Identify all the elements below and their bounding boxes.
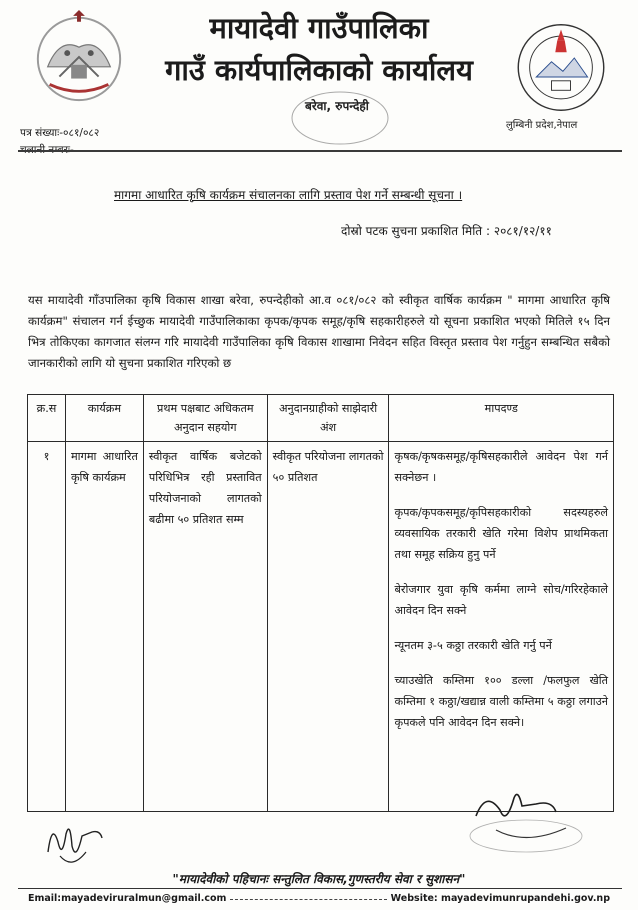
table-header: कार्यक्रम	[65, 395, 143, 442]
grant-cell: स्वीकृत वार्षिक बजेटको परिधिभित्र रही प्रस्तावित परियोजनाको लागतको बढीमा ५० प्रतिशत सम्म	[143, 442, 267, 812]
office-stamp-icon	[270, 86, 420, 146]
criteria-table	[27, 394, 614, 812]
letter-number: पत्र संख्याः-०८१/०८२	[20, 127, 100, 139]
table-header: क्र.स	[28, 395, 66, 442]
criteria-item: च्याउखेति कम्तिमा १०० डल्ला /फलफुल खेति कम्तिमा १ कठ्ठा/खद्यान्न वाली कम्तिमा ५ कठ्ठा लगाउने कृपकले पनि आवेदन दिन सक्ने।	[394, 674, 608, 729]
signature-left	[42, 812, 112, 872]
footer	[28, 893, 610, 904]
office-address: बरेवा, रुपन्देही	[305, 99, 369, 113]
office-title-line1: मायादेवी गाउँपालिका	[209, 11, 429, 45]
serial-cell: १	[28, 442, 66, 812]
signature-right	[456, 786, 596, 858]
criteria-item: कृपक/कृपकसमूह/कृपिसहकारीको सदस्यहरुले व्यवसायिक तरकारी खेति गरेमा विशेप प्राथमिकता तथा समूह सक्रिय हुनु पर्ने	[394, 506, 608, 561]
notice-body: यस मायादेवी गाँउपालिका कृषि विकास शाखा बरेवा, रुपन्देहीको आ.व ०८१/०८२ को स्वीकृत वार्षिक कार्यक्रम " मागमा आधारित कृषि कार्यक्रम" संचालन गर्न ईच्छुक मायादेवी गाउँपालिकाका कृपक/कृपक समूह/कृषि सहकारीहरुले यो सूचना प्रकाशित भएको मितिले १५ दिन भित्र तोकिएका कागजात संलग्न गरि मायादेवी गाउँपालिका कृषि विकास शाखामा निवेदन सहित विस्तृत प्रस्ताव पेश गर्नुहुन सम्बन्धित सबैको जानकारीको लागि यो सुचना प्रकाशित गरिएको छ	[28, 293, 610, 370]
footer-email[interactable]: Email:mayadeviruralmun@gmail.com	[28, 893, 227, 904]
program-cell: मागमा आधारित कृषि कार्यक्रम	[65, 442, 143, 812]
table-header-row	[28, 395, 614, 442]
reference-block	[20, 125, 99, 159]
table-header: प्रथम पक्षबाट अधिकतम अनुदान सहयोग	[143, 395, 267, 442]
table-row	[28, 442, 614, 812]
criteria-item: न्यूनतम ३-५ कठ्ठा तरकारी खेति गर्नु पर्ने	[394, 639, 552, 652]
criteria-item: कृषक/कृषकसमूह/कृषिसहकारीले आवेदन पेश गर्न सक्नेछन ।	[394, 450, 608, 484]
footer-dash-line	[230, 893, 386, 900]
footer-website[interactable]: Website: mayadevimunrupandehi.gov.np	[390, 893, 610, 904]
header-divider	[18, 150, 622, 152]
table-header: मापदण्ड	[389, 395, 614, 442]
footer-divider	[18, 888, 622, 889]
criteria-cell	[389, 442, 614, 812]
publish-date: दोस्रो पटक सुचना प्रकाशित मिति : २०८१/१२/११	[341, 224, 552, 238]
municipality-motto: "मायादेवीको पहिचानः सन्तुलित विकास,गुणस्तरीय सेवा र सुशासन"	[172, 872, 466, 886]
notice-subject: मागमा आधारित कृषि कार्यक्रम संचालनका लागि प्रस्ताव पेश गर्ने सम्बन्धी सूचना ।	[114, 188, 463, 202]
criteria-item: बेरोजगार युवा कृषि कर्ममा लाग्ने सोच/गरिरहेकाले आवेदन दिन सक्ने	[394, 583, 608, 617]
table-header: अनुदानग्राहीको साझेदारी अंश	[267, 395, 389, 442]
share-cell: स्वीकृत परियोजना लागतको ५० प्रतिशत	[267, 442, 389, 812]
office-title-line2: गाउँ कार्यपालिकाको कार्यालय	[165, 53, 473, 87]
province-label: लुम्बिनी प्रदेश,नेपाल	[506, 120, 578, 131]
